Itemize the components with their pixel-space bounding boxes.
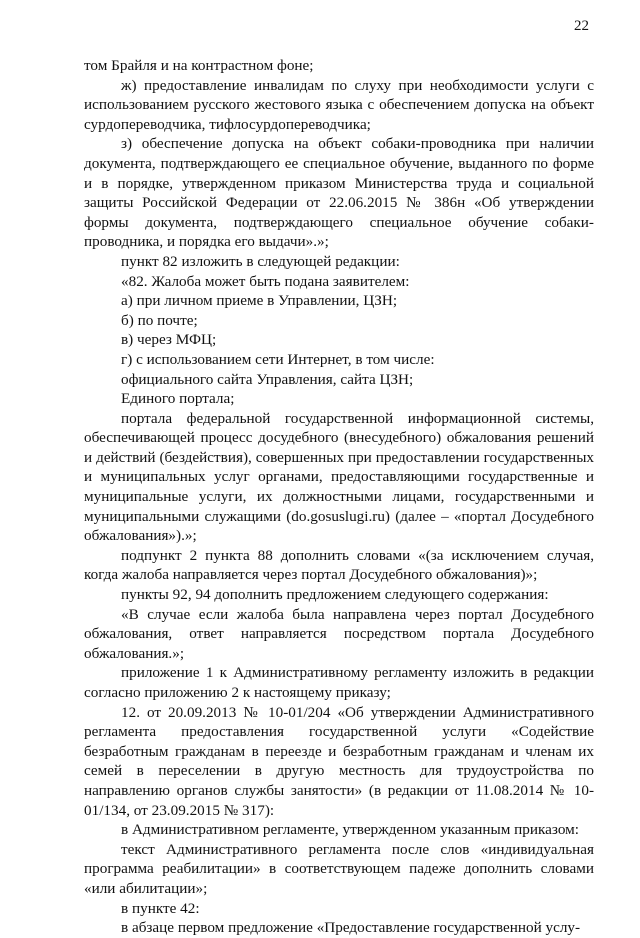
paragraph: а) при личном приеме в Управлении, ЦЗН; <box>121 292 398 310</box>
paragraph: пункт 82 изложить в следующей редакции: <box>121 252 400 270</box>
paragraph: 12. от 20.09.2013 № 10-01/204 «Об утверждении Административного регламента предоставления государственной услуги «Содействие безработным гражданам в переезде и безработным гражданам и членам их семей в переселении в другую местность для трудоустройства по направлению органов службы занятости» (в редакции от 11.08.2014 № 10-01/134, от 23.09.2015 № 317): <box>84 703 594 819</box>
paragraph: пункты 92, 94 дополнить предложением следующего содержания: <box>121 586 549 604</box>
paragraph: официального сайта Управления, сайта ЦЗН; <box>121 370 414 388</box>
paragraph: приложение 1 к Административному регламенту изложить в редакции согласно приложению 2 к настоящему приказу; <box>84 664 594 701</box>
paragraph: в абзаце первом предложение «Предоставление государственной услу- <box>121 919 581 937</box>
paragraph: подпункт 2 пункта 88 дополнить словами «(за исключением случая, когда жалоба направляется через портал Досудебного обжалования)»; <box>84 546 594 584</box>
paragraph: текст Административного регламента после слов «индивидуальная программа реабилитации» в соответствующем падеже дополнить словами «или абилитации»; <box>84 840 594 897</box>
paragraph: ж) предоставление инвалидам по слуху при необходимости услуги с использованием русского жестового языка с обеспечением допуска на объект сурдопереводчика, тифлосурдопереводчика; <box>84 76 594 133</box>
document-body <box>84 56 594 938</box>
paragraph: Единого портала; <box>121 390 235 408</box>
page-number: 22 <box>574 18 589 34</box>
paragraph: в пункте 42: <box>121 899 200 917</box>
paragraph: б) по почте; <box>121 311 198 329</box>
paragraph: в Административном регламенте, утвержденном указанным приказом: <box>121 821 579 839</box>
paragraph: «82. Жалоба может быть подана заявителем: <box>121 272 410 290</box>
paragraph: том Брайля и на контрастном фоне; <box>84 57 314 74</box>
paragraph: «В случае если жалоба была направлена через портал Досудебного обжалования, ответ направляется посредством портала Досудебного обжалования.»; <box>84 605 594 662</box>
paragraph: в) через МФЦ; <box>121 331 217 349</box>
paragraph: портала федеральной государственной информационной системы, обеспечивающей процесс досудебного (внесудебного) обжалования решений и действий (бездействия), совершенных при предоставлении государственных и муниципальных услуг органами, предоставляющими государственные и муниципальные услуги, их должностными лицами, государственными и муниципальными служащими (do.gosuslugi.ru) (далее – «портал Досудебного обжалования»).»; <box>84 409 594 545</box>
paragraph: г) с использованием сети Интернет, в том числе: <box>121 350 435 368</box>
paragraph: з) обеспечение допуска на объект собаки-проводника при наличии документа, подтверждающего ее специальное обучение, выданного по форме и в порядке, утвержденном приказом Министерства труда и социальной защиты Российской Федерации от 22.06.2015 № 386н «Об утверждении формы документа, подтверждающего специальное обучение собаки-проводника, и порядка его выдачи».»; <box>84 135 594 251</box>
